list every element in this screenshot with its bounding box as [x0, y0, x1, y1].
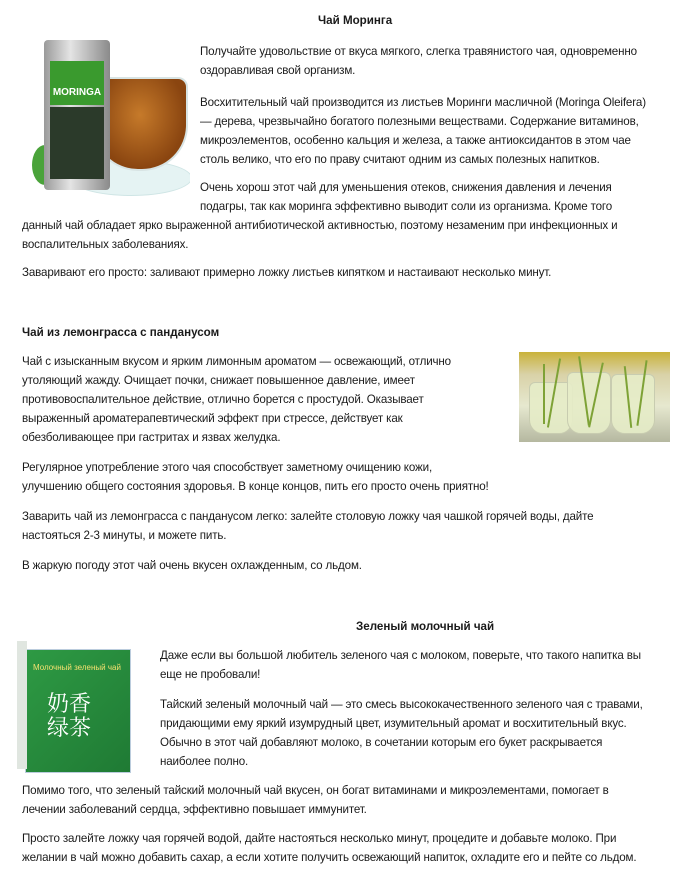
text-line: выраженный ароматерапевтический эффект при стрессе, действует как [22, 412, 403, 425]
text-line: Регулярное употребление этого чая способствует заметному очищению кожи, [22, 461, 433, 474]
text-line: подагры, так как моринга эффективно выводит соли из организма. Кроме того [200, 200, 613, 213]
text-line: столь велико, что его по праву считают одним из самых полезных напитков. [200, 153, 600, 166]
text-line: Помимо того, что зеленый тайский молочный чай вкусен, он богат витаминами и микроэлементами, помогает в [22, 784, 609, 797]
text-line: Тайский зеленый молочный чай — это смесь высококачественного зеленого чая с травами, [160, 698, 643, 711]
text-line: Восхитительный чай производится из листьев Моринги масличной (Moringa Oleifera) [200, 96, 646, 109]
text-line: наиболее полно. [160, 755, 249, 768]
section-title-green-milk-tea: Зеленый молочный чай [356, 620, 495, 633]
text-line: противовоспалительное действие, отлично борется с простудой. Оказывает [22, 393, 424, 406]
text-line: утоляющий жажду. Очищает почки, снижает повышенное давление, имеет [22, 374, 415, 387]
text-line: — дерева, чрезвычайно богатого полезными веществами. Содержание витаминов, [200, 115, 639, 128]
text-line: Чай с изысканным вкусом и ярким лимонным ароматом — освежающий, отлично [22, 355, 451, 368]
text-line: настояться 2-3 минуты, и можете пить. [22, 529, 227, 542]
text-line: улучшению общего состояния здоровья. В конце концов, пить его просто очень приятно! [22, 480, 489, 493]
text-line: В жаркую погоду этот чай очень вкусен охлажденным, со льдом. [22, 559, 362, 572]
box-label: Молочный зеленый чай [33, 663, 121, 672]
text-line: воспалительных заболеваниях. [22, 238, 189, 251]
text-line: лечении заболеваний сердца, эффективно повышает иммунитет. [22, 803, 367, 816]
text-line: Получайте удовольствие от вкуса мягкого, слегка травянистого чая, одновременно [200, 45, 637, 58]
text-line: Заварить чай из лемонграсса с панданусом легко: залейте столовую ложку чая чашкой горячей воды, дайте [22, 510, 594, 523]
text-line: Даже если вы большой любитель зеленого чая с молоком, поверьте, что такого напитка вы [160, 649, 641, 662]
section-title-moringa: Чай Моринга [318, 14, 393, 27]
moringa-pack-label: MORINGA [52, 87, 102, 98]
moringa-tea-image [30, 35, 190, 207]
text-line: оздоравливая свой организм. [200, 64, 356, 77]
text-line: Просто залейте ложку чая горячей водой, дайте настояться несколько минут, процедите и добавьте молоко. При [22, 832, 617, 845]
green-milk-tea-image [17, 641, 141, 776]
text-line: данный чай обладает ярко выраженной антибиотической активностью, поэтому незаменим при инфекционных и [22, 219, 618, 232]
text-line: Очень хорош этот чай для уменьшения отеков, снижения давления и лечения [200, 181, 612, 194]
text-line: Заваривают его просто: заливают примерно ложку листьев кипятком и настаивают несколько минут. [22, 266, 552, 279]
text-line: обезболивающее при гастритах и язвах желудка. [22, 431, 281, 444]
box-chinese-label: 奶香绿茶 [47, 692, 92, 741]
lemongrass-tea-image [519, 352, 670, 442]
text-line: еще не пробовали! [160, 668, 261, 681]
text-line: микроэлементов, особенно кальция и железа, а также антиоксидантов в этом чае [200, 134, 631, 147]
section-title-lemongrass: Чай из лемонграсса с панданусом [22, 326, 220, 339]
text-line: придающими ему яркий изумрудный цвет, изумительный аромат и восхитительный вкус. [160, 717, 627, 730]
text-line: Обычно в этот чай добавляют молоко, в сочетании которым его букет раскрывается [160, 736, 603, 749]
text-line: желании в чай можно добавить сахар, а если хотите получить освежающий напиток, охладите его и пейте со льдом. [22, 851, 637, 864]
